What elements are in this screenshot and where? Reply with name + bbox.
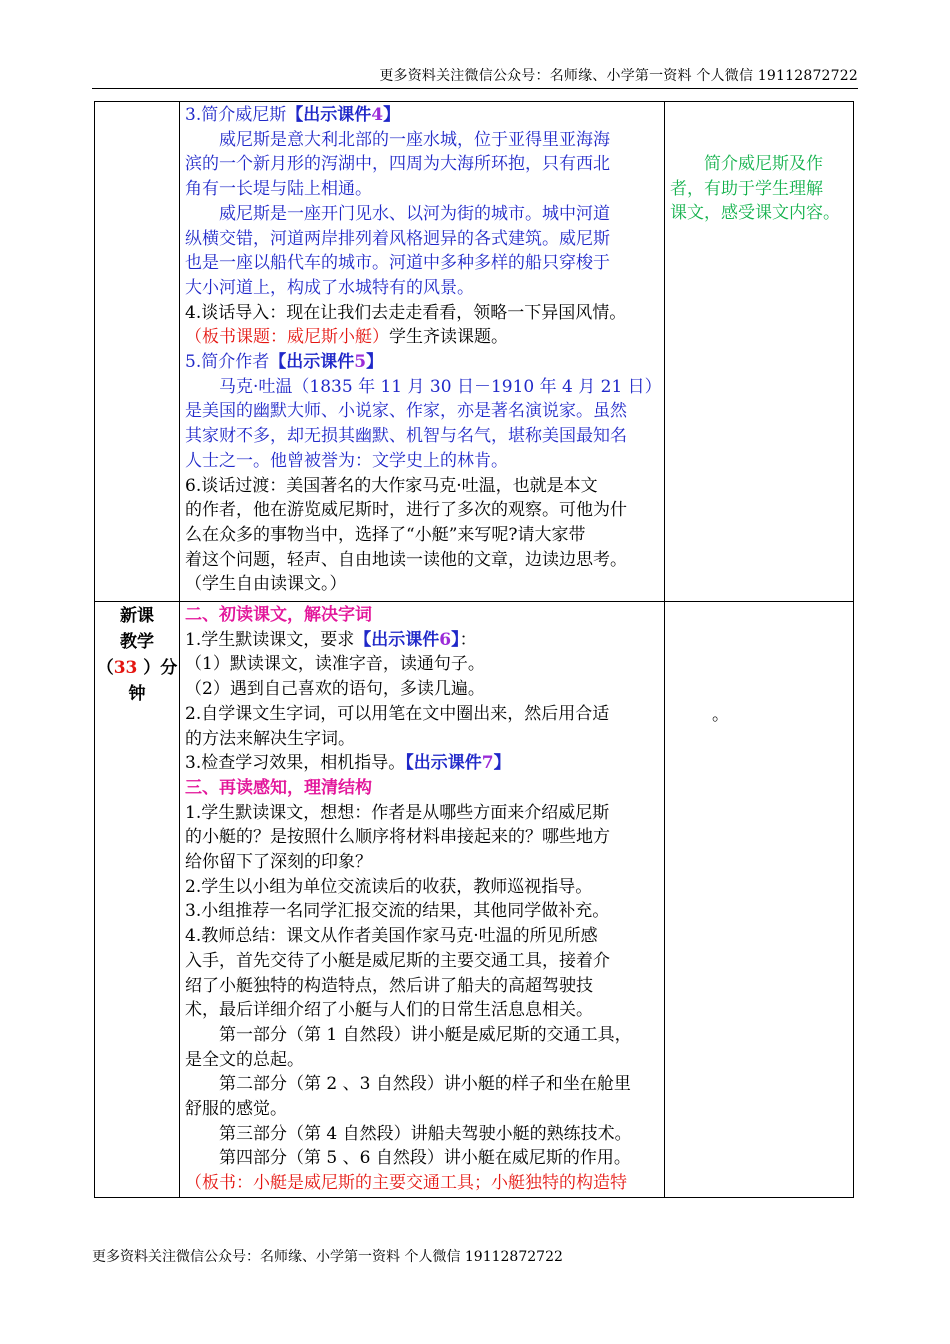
label-paren: （ xyxy=(96,658,114,678)
table-col-divider-2 xyxy=(664,101,665,1198)
courseware-tag: 【出示课件 xyxy=(269,352,355,373)
row2-content xyxy=(185,603,663,1196)
page-header: 更多资料关注微信公众号：名师缘、小学第一资料 个人微信 19112872722 xyxy=(379,68,858,84)
s2-item: 2.自学课文生字词，可以用笔在文中圈出来，然后用合适 xyxy=(185,703,610,724)
courseware-number: 7 xyxy=(481,753,494,774)
courseware-tag-end: 】 xyxy=(383,105,401,125)
s3-line: 入手，首先交待了小艇是威尼斯的主要交通工具，接着介 xyxy=(185,950,610,971)
row1-content xyxy=(185,103,663,597)
s3-line: 4.教师总结：课文从作者美国作家马克·吐温的所见所感 xyxy=(185,926,598,947)
s2-requirement-text: 1.学生默读课文，要求 xyxy=(185,629,355,650)
courseware-tag-end: 】 xyxy=(366,352,384,373)
note-line: 者，有助于学生理解 xyxy=(670,178,823,199)
section3-title: 三、再读感知，理清结构 xyxy=(185,777,372,798)
s2-check-text: 3.检查学习效果，相机指导。 xyxy=(185,753,406,774)
label-line: 新课 xyxy=(120,606,154,626)
talk-intro-line: 4.谈话导入：现在让我们去走走看看，领略一下异国风情。 xyxy=(185,302,627,323)
s3-line: 3.小组推荐一名同学汇报交流的结果，其他同学做补充。 xyxy=(185,901,610,922)
transition-line: 么在众多的事物当中，选择了“小艇”来写呢?请大家带 xyxy=(185,524,586,545)
section2-title: 二、初读课文，解决字词 xyxy=(185,605,372,625)
courseware-number: 6 xyxy=(439,629,452,650)
row1-note xyxy=(670,152,852,226)
courseware-number: 5 xyxy=(354,352,367,373)
author-line: 人士之一。他曾被誉为：文学史上的林肯。 xyxy=(185,450,508,471)
author-line: 是美国的幽默大师、小说家、作家，亦是著名演说家。虽然 xyxy=(185,401,627,422)
venice-para2-line: 威尼斯是一座开门见水、以河为街的城市。城中河道 xyxy=(185,203,610,224)
courseware-tag: 【出示课件 xyxy=(286,105,372,125)
board-title-line xyxy=(185,325,663,350)
transition-line: 6.谈话过渡：美国著名的大作家马克·吐温，也就是本文 xyxy=(185,475,598,496)
header-divider xyxy=(92,88,858,89)
author-line: 马克·吐温（1835 年 11 月 30 日－1910 年 4 月 21 日） xyxy=(185,376,662,397)
transition-line: （学生自由读课文。） xyxy=(185,574,347,595)
author-line: 其家财不多，却无损其幽默、机智与名气，堪称美国最知名 xyxy=(185,426,627,447)
transition-line: 着这个问题，轻声、自由地读一读他的文章，边读边思考。 xyxy=(185,549,627,570)
s3-line: 第三部分（第 4 自然段）讲船夫驾驶小艇的熟练技术。 xyxy=(185,1123,632,1144)
courseware-tag-end: 】 xyxy=(451,629,460,650)
venice-para2-line: 大小河道上，构成了水城特有的风景。 xyxy=(185,277,474,298)
page-footer: 更多资料关注微信公众号：名师缘、小学第一资料 个人微信 19112872722 xyxy=(92,1249,563,1265)
s3-line: 舒服的感觉。 xyxy=(185,1099,287,1120)
row2-label xyxy=(96,603,178,707)
intro-venice-line xyxy=(185,103,663,128)
venice-para2-line: 纵横交错，河道两岸排列着风格迥异的各式建筑。威尼斯 xyxy=(185,228,610,249)
label-unit: ）分 xyxy=(137,658,178,678)
venice-para2-line: 也是一座以船代车的城市。河道中多种多样的船只穿梭于 xyxy=(185,253,610,274)
s2-item: 的方法来解决生字词。 xyxy=(185,728,355,749)
s2-requirement-line xyxy=(185,628,663,653)
venice-para1-line: 滨的一个新月形的泻湖中，四周为大海所环抱，只有西北 xyxy=(185,154,610,175)
s2-colon: ： xyxy=(459,629,477,650)
courseware-tag: 【出示课件 xyxy=(405,753,482,774)
s2-item: （1）默读课文，读准字音，读通句子。 xyxy=(185,654,485,675)
s3-line: 绍了小艇独特的构造特点，然后讲了船夫的高超驾驶技 xyxy=(185,975,593,996)
s3-line: 给你留下了深刻的印象？ xyxy=(185,852,372,873)
s3-line: 的小艇的？是按照什么顺序将材料串接起来的？哪些地方 xyxy=(185,827,610,848)
note-line: 简介威尼斯及作 xyxy=(670,154,823,174)
board-title: （板书课题：威尼斯小艇） xyxy=(185,327,389,348)
intro-venice-title: 3.简介威尼斯 xyxy=(185,105,287,125)
s3-line: 第二部分（第 2 、3 自然段）讲小艇的样子和坐在舱里 xyxy=(185,1074,631,1095)
s3-line: 第四部分（第 5 、6 自然段）讲小艇在威尼斯的作用。 xyxy=(185,1148,631,1169)
label-line: 教学 xyxy=(120,632,154,652)
s3-line: 术，最后详细介绍了小艇与人们的日常生活息息相关。 xyxy=(185,1000,593,1021)
venice-para1-line: 威尼斯是意大利北部的一座水城，位于亚得里亚海海 xyxy=(185,129,610,150)
board-summary-line: （板书：小艇是威尼斯的主要交通工具；小艇独特的构造特 xyxy=(185,1173,627,1194)
courseware-tag-end: 】 xyxy=(493,753,511,774)
label-minutes: 33 xyxy=(113,658,138,678)
courseware-number: 4 xyxy=(371,105,384,125)
transition-line: 的作者，他在游览威尼斯时，进行了多次的观察。可他为什 xyxy=(185,500,627,521)
s2-check-line xyxy=(185,751,663,776)
read-title-text: 学生齐读课题。 xyxy=(389,327,508,348)
row2-note-dot: 。 xyxy=(712,705,729,725)
label-minutes-line xyxy=(96,655,178,681)
author-intro-title: 5.简介作者 xyxy=(185,352,270,373)
table-row-divider xyxy=(94,601,854,602)
s3-line: 是全文的总起。 xyxy=(185,1049,304,1070)
label-line: 钟 xyxy=(128,684,146,704)
note-line: 课文，感受课文内容。 xyxy=(670,203,840,224)
venice-para1-line: 角有一长堤与陆上相通。 xyxy=(185,179,372,200)
author-intro-line xyxy=(185,350,663,375)
s3-line: 第一部分（第 1 自然段）讲小艇是威尼斯的交通工具， xyxy=(185,1024,632,1045)
s3-line: 2.学生以小组为单位交流读后的收获，教师巡视指导。 xyxy=(185,876,593,897)
table-col-divider-1 xyxy=(179,101,180,1198)
courseware-tag: 【出示课件 xyxy=(354,629,440,650)
s2-item: （2）遇到自己喜欢的语句，多读几遍。 xyxy=(185,679,485,700)
s3-line: 1.学生默读课文，想想：作者是从哪些方面来介绍威尼斯 xyxy=(185,802,610,823)
